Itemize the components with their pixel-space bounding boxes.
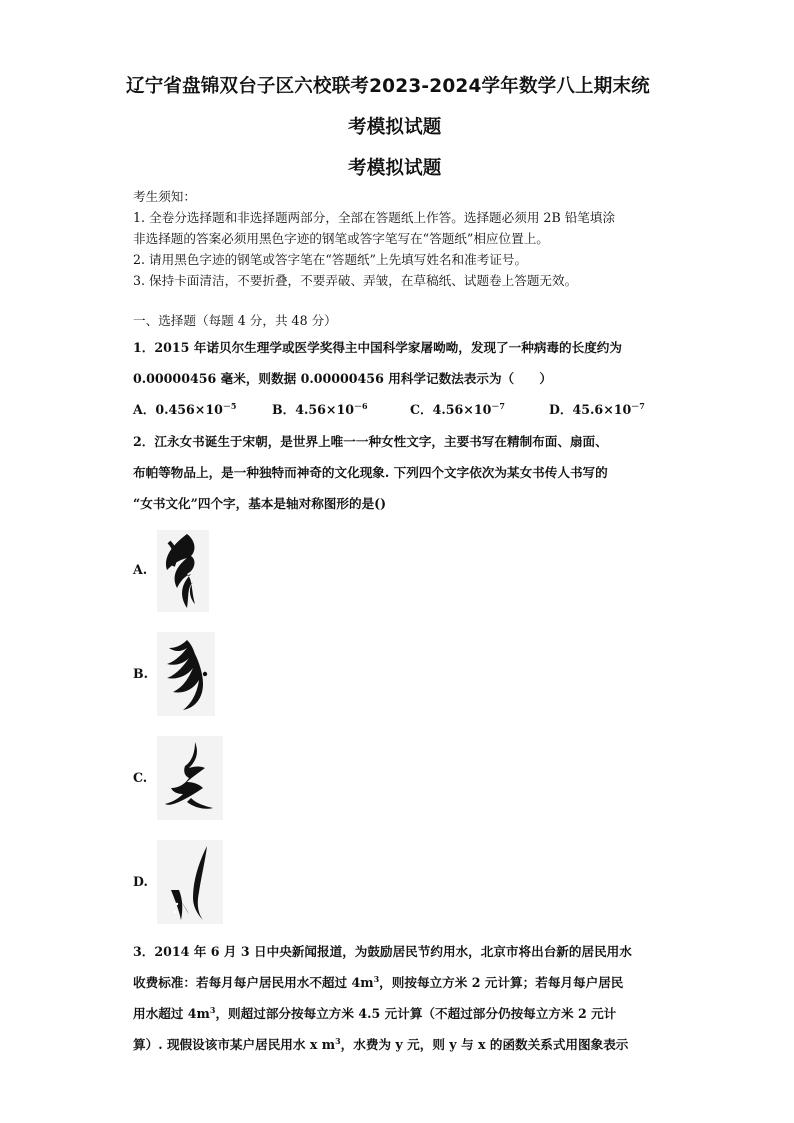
notice-item-1b: 非选择题的答案必须用黑色字迹的钢笔或答字笔写在“答题纸”相应位置上。 <box>133 231 549 246</box>
q3-line2 <box>133 972 623 991</box>
nushu-glyph-a-image <box>157 530 209 612</box>
q2-option-b-label: B. <box>133 666 149 681</box>
q1-option-c <box>410 399 505 418</box>
notice-heading: 考生须知： <box>133 189 196 204</box>
q3-line1: 3．2014 年 6 月 3 日中央新闻报道，为鼓励居民节约用水，北京市将出台新的居民用水 <box>133 944 632 959</box>
nushu-glyph-d-image <box>157 840 223 924</box>
q3-line4-sup: 3 <box>335 1036 341 1046</box>
q2-option-d-label: D. <box>133 874 148 889</box>
nushu-glyph-c-image <box>157 736 223 820</box>
q3-line2-b: ，则按每立方米 2 元计算；若每月每户居民 <box>379 975 624 990</box>
q3-line4-a: 算）. 现假设该市某户居民用水 x m <box>133 1037 336 1052</box>
q2-option-d-glyph <box>157 840 223 924</box>
q3-line3-a: 用水超过 4m <box>133 1006 210 1021</box>
q3-line3 <box>133 1003 616 1022</box>
q3-line4-b: ，水费为 y 元，则 y 与 x 的函数关系式用图象表示 <box>340 1037 629 1052</box>
q2-line3: “女书文化”四个字，基本是轴对称图形的是() <box>133 496 387 511</box>
q1-option-d-exp: －7 <box>631 401 645 411</box>
q2-option-b-glyph <box>157 632 215 716</box>
q2-option-a-glyph <box>157 530 209 612</box>
q1-line2: 0.00000456 毫米，则数据 0.00000456 用科学记数法表示为（ ） <box>133 371 552 386</box>
page-title-line3: 考模拟试题 <box>348 158 442 179</box>
page-title-line1: 辽宁省盘锦双台子区六校联考2023-2024学年数学八上期末统 <box>126 76 650 97</box>
page-title-line2: 考模拟试题 <box>348 117 442 138</box>
q1-option-a-exp: －5 <box>222 401 237 411</box>
q3-line2-a: 收费标准：若每月每户居民用水不超过 4m <box>133 975 374 990</box>
q3-line2-sup: 3 <box>373 974 380 984</box>
q3-line3-b: ，则超过部分按每立方米 4.5 元计算（不超过部分仍按每立方米 2 元计 <box>215 1006 617 1021</box>
q1-option-a-text: A．0.456×10 <box>133 402 223 417</box>
notice-item-3: 3. 保持卡面清洁，不要折叠，不要弄破、弄皱，在草稿纸、试题卷上答题无效。 <box>133 273 578 288</box>
q1-option-d <box>549 399 645 418</box>
section-heading: 一、选择题（每题 4 分，共 48 分） <box>133 313 337 328</box>
q1-option-b <box>272 399 368 418</box>
q1-line1: 1．2015 年诺贝尔生理学或医学奖得主中国科学家屠呦呦，发现了一种病毒的长度约为 <box>133 340 622 355</box>
q2-line1: 2．江永女书诞生于宋朝，是世界上唯一一种女性文字，主要书写在精制布面、扇面、 <box>133 434 608 449</box>
notice-item-1a: 1. 全卷分选择题和非选择题两部分，全部在答题纸上作答。选择题必须用 2B 铅笔填涂 <box>133 210 616 225</box>
q1-option-a <box>133 399 236 418</box>
q2-option-c-glyph <box>157 736 223 820</box>
q2-option-a-label: A. <box>133 562 148 577</box>
q2-option-c-label: C. <box>133 770 148 785</box>
notice-item-2: 2. 请用黑色字迹的钢笔或答字笔在“答题纸”上先填写姓名和准考证号。 <box>133 252 528 267</box>
nushu-glyph-b-image <box>157 632 215 716</box>
q1-option-b-exp: －6 <box>354 401 368 411</box>
q2-line2: 布帕等物品上，是一种独特而神奇的文化现象. 下列四个文字依次为某女书传人书写的 <box>133 465 608 480</box>
q3-line3-sup: 3 <box>209 1005 216 1015</box>
q1-option-c-text: C．4.56×10 <box>410 402 492 417</box>
q3-line4 <box>133 1034 628 1053</box>
q1-option-d-text: D．45.6×10 <box>549 402 632 417</box>
q1-option-c-exp: －7 <box>491 401 505 411</box>
q1-option-b-text: B．4.56×10 <box>272 402 354 417</box>
